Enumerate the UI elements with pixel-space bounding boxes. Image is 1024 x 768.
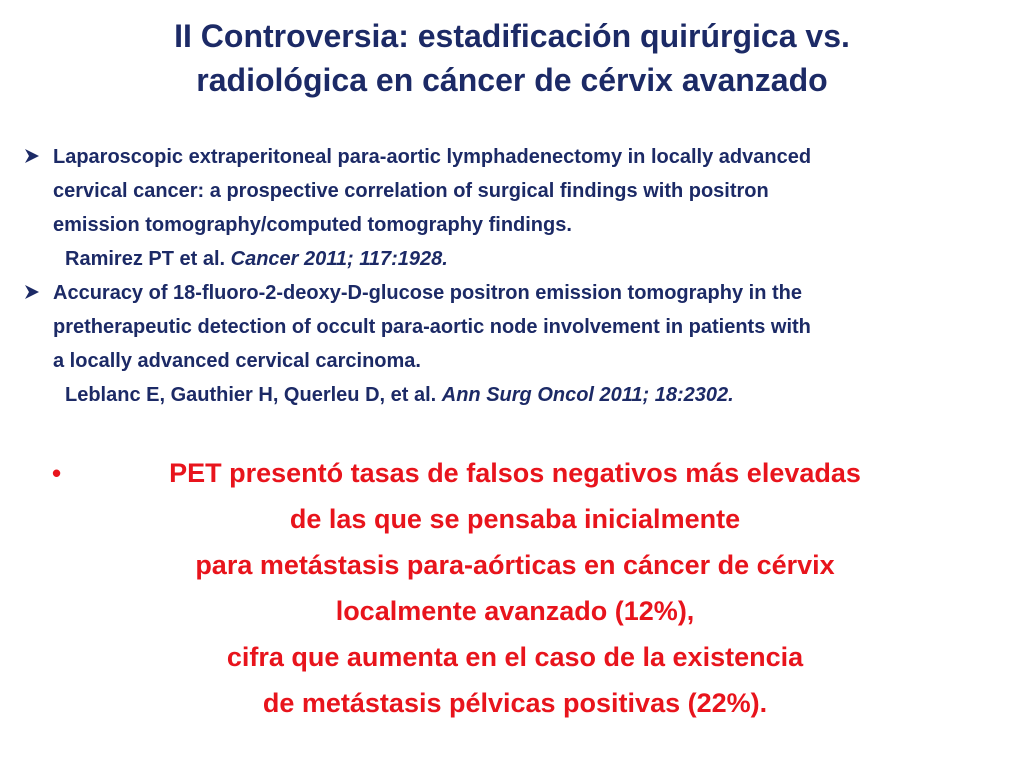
slide-title-line-2: radiológica en cáncer de cérvix avanzado	[196, 62, 828, 98]
reference-title	[53, 140, 1008, 242]
reference-authors: Ramirez PT et al.	[65, 248, 231, 270]
slide-title	[40, 14, 984, 102]
reference-title-line: pretherapeutic detection of occult para-aortic node involvement in patients with	[53, 316, 811, 338]
arrowhead-bullet-icon	[18, 140, 46, 174]
reference-title-line: a locally advanced cervical carcinoma.	[53, 350, 421, 372]
reference-item	[18, 276, 1008, 412]
dot-bullet-icon: •	[52, 458, 62, 488]
conclusion-note	[40, 450, 990, 726]
conclusion-line: PET presentó tasas de falsos negativos más elevadas	[169, 458, 861, 488]
conclusion-line: de metástasis pélvicas positivas (22%).	[262, 688, 768, 718]
reference-citation	[53, 378, 1008, 412]
reference-journal: Ann Surg Oncol 2011; 18:2302.	[441, 384, 734, 406]
conclusion-line: para metástasis para-aórticas en cáncer de cérvix	[195, 550, 835, 580]
reference-title-line: emission tomography/computed tomography findings.	[53, 214, 572, 236]
conclusion-line: localmente avanzado (12%),	[335, 596, 695, 626]
reference-journal: Cancer 2011; 117:1928.	[230, 248, 448, 270]
slide-title-line-1: II Controversia: estadificación quirúrgica vs.	[174, 18, 850, 54]
reference-title-line: cervical cancer: a prospective correlation of surgical findings with positron	[53, 180, 769, 202]
reference-title-line: Laparoscopic extraperitoneal para-aortic lymphadenectomy in locally advanced	[53, 146, 812, 168]
reference-item	[18, 140, 1008, 276]
reference-list	[18, 140, 1008, 412]
reference-title	[53, 276, 1008, 378]
conclusion-line: cifra que aumenta en el caso de la existencia	[226, 642, 804, 672]
arrowhead-bullet-icon	[18, 276, 46, 310]
reference-authors: Leblanc E, Gauthier H, Querleu D, et al.	[65, 384, 442, 406]
reference-title-line: Accuracy of 18-fluoro-2-deoxy-D-glucose positron emission tomography in the	[53, 282, 802, 304]
reference-citation	[53, 242, 1008, 276]
conclusion-line: de las que se pensaba inicialmente	[289, 504, 741, 534]
